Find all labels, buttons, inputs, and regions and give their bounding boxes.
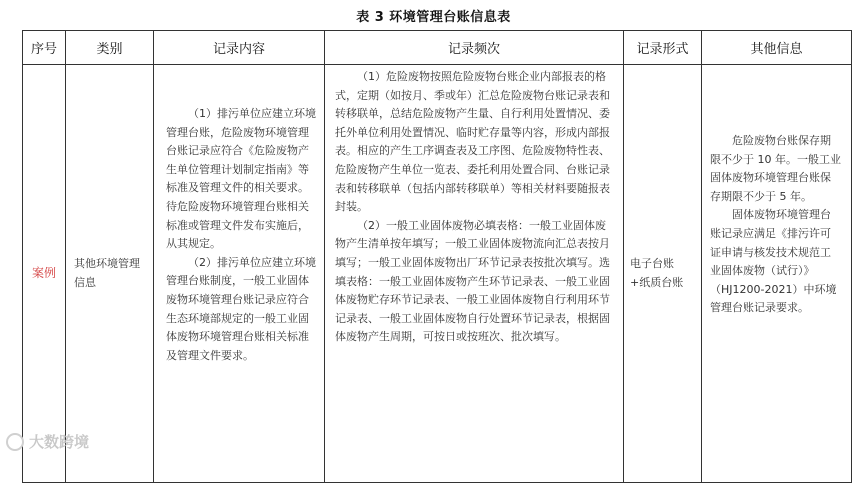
environment-ledger-table [22, 30, 852, 483]
table-title: 表 3 环境管理台账信息表 [356, 10, 511, 25]
cell-index: 案例 [23, 65, 66, 483]
other-info-item-1: 危险废物台账保存期限不少于 10 年。一般工业固体废物环境管理台账保存期限不少于 5 年。 [710, 134, 841, 203]
cell-record-frequency [325, 65, 624, 483]
watermark-text: 大数跨境 [29, 433, 90, 451]
cell-record-content [154, 65, 325, 483]
header-other-info: 其他信息 [702, 31, 852, 65]
watermark [6, 431, 89, 452]
header-category: 类别 [66, 31, 154, 65]
record-frequency-item-1: （1）危险废物按照危险废物台账企业内部报表的格式，定期（如按月、季或年）汇总危险废物台账记录表和转移联单，总结危险废物产生量、自行利用处置情况、委托外单位利用处置情况、临时贮存量等内容，形成内部报表。相应的产生工序调查表及工序图、危险废物特性表、危险废物产生单位一览表、委托利用处置合同、台账记录表和转移联单（包括内部转移联单）等相关材料要随报表封装。 [335, 70, 610, 214]
header-index: 序号 [23, 31, 66, 65]
header-record-frequency: 记录频次 [325, 31, 624, 65]
other-info-item-2: 固体废物环境管理台账记录应满足《排污许可证申请与核发技术规范工业固体废物（试行）》（HJ1200-2021）中环境管理台账记录要求。 [710, 208, 837, 315]
record-frequency-item-2: （2）一般工业固体废物必填表格：一般工业固体废物产生清单按年填写；一般工业固体废物流向汇总表按月填写；一般工业固体废物出厂环节记录表按批次填写。选填表格：一般工业固体废物产生环节记录表、一般工业固体废物贮存环节记录表、一般工业固体废物自行利用环节记录表、一般工业固体废物自行处置环节记录表，根据固体废物产生周期，可按日或按班次、批次填写。 [335, 218, 610, 344]
table-row [23, 65, 852, 483]
record-content-item-1: （1）排污单位应建立环境管理台账，危险废物环境管理台账记录应符合《危险废物产生单位管理计划制定指南》等标准及管理文件的相关要求。待危险废物环境管理台账相关标准或管理文件发布实施后，从其规定。 [166, 107, 316, 251]
header-row [23, 31, 852, 65]
cell-record-form: 电子台账+纸质台账 [624, 65, 702, 483]
header-record-form: 记录形式 [624, 31, 702, 65]
record-content-item-2: （2）排污单位应建立环境管理台账制度，一般工业固体废物环境管理台账记录应符合生态环境部规定的一般工业固体废物环境管理台账相关标准及管理文件要求。 [166, 255, 316, 362]
header-record-content: 记录内容 [154, 31, 325, 65]
cell-category: 其他环境管理信息 [66, 65, 154, 483]
cell-other-info [702, 65, 852, 483]
circle-logo-icon [6, 433, 24, 451]
